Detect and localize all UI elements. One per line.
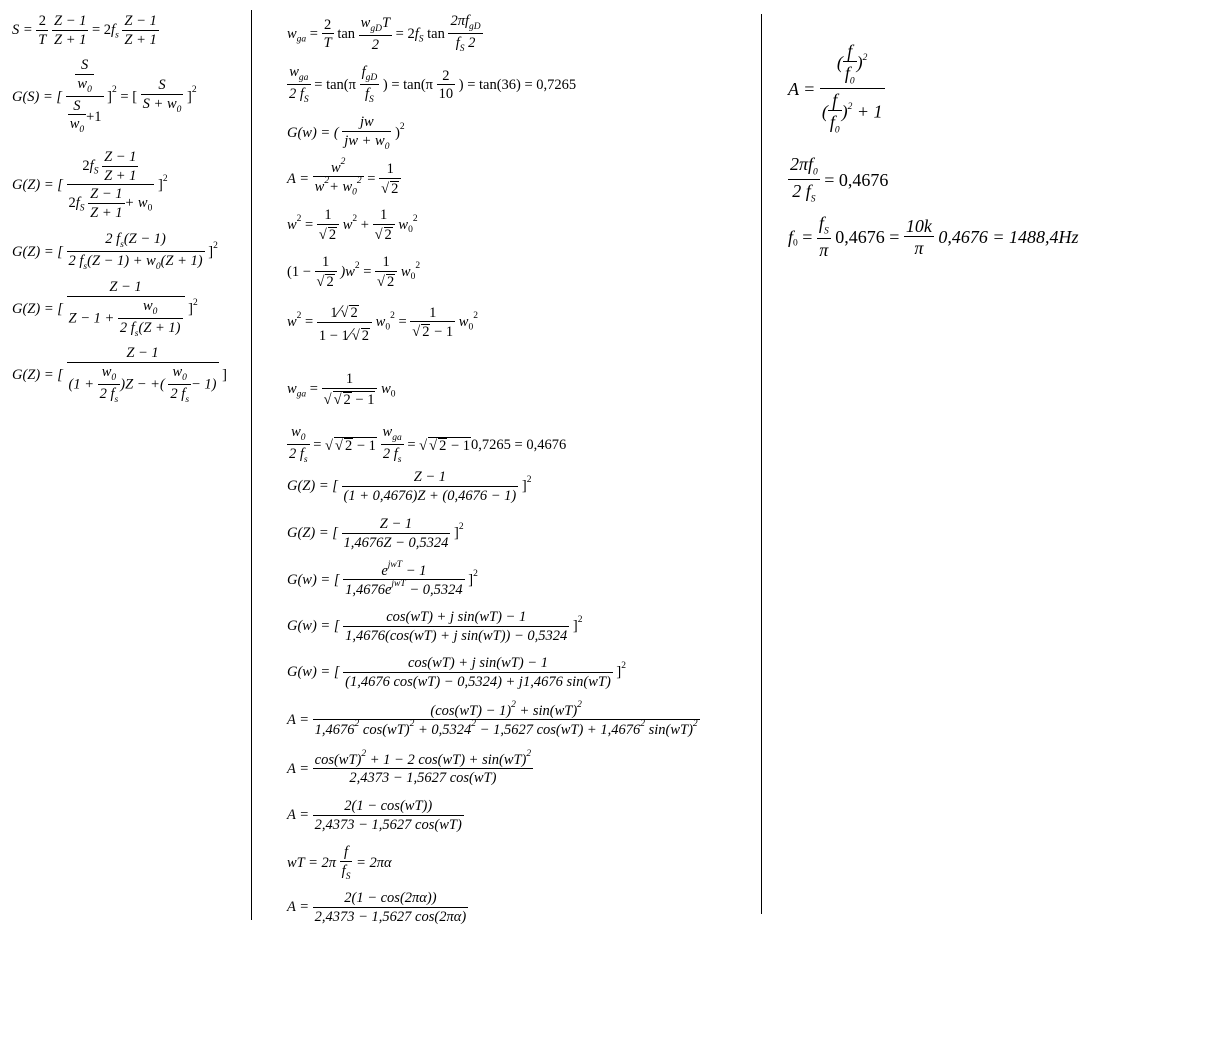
column-divider-left	[251, 10, 252, 920]
equation-amplitude-ratio: A = ( $\frac{f}{f_0}$ )$^2$ ( $\frac{f}{f_0}$ )$^2$ + 1	[788, 41, 883, 136]
equation-g-of-z-numeric: G(Z) = [ $\frac{Z - 1}{(1 + 0,4676)Z + (0,4676 - 1)}$ ]$^2$	[287, 469, 532, 504]
equation-w-squared-factored: (1 − $\frac{1}{√ 2}$ )$w^2$ = $\frac{1}{√ 2}$ $w_0^2$	[287, 254, 421, 290]
equation-g-of-z-final: G(Z) = [ Z − 1 (1 + $\frac{w_0}{2 f_s}$ )Z − +( $\frac{w_0}{2 f_s}$ − 1) ]	[12, 345, 227, 405]
equation-g-of-w: G(w) = ( $\frac{jw}{jw + w_0}$ )$^2$	[287, 114, 405, 152]
equation-g-of-w-separated: G(w) = [ $\frac{\text{cos(wT) + j sin(wT) − 1}}{(1,4676 \cos(wT) - 0,5324) + j1,4676 \sin(wT)}$ ]$^2$	[287, 655, 626, 690]
equation-amplitude-combined: A = $\frac{\cos(wT)^2 + 1 - 2 \cos(wT) + \sin(wT)^2}{2,4373 - 1,5627 \cos(wT)}$	[287, 749, 532, 787]
equation-amplitude-simplified: A = $\frac{2(1 - \cos(wT))}{2,4373 - 1,5627 \cos(wT)}$	[287, 798, 462, 833]
equation-amplitude-alpha: A = $\frac{2(1 - \cos(2\pi\alpha))}{2,4373 - 1,5627 \cos(2\pi\alpha)}$	[287, 890, 467, 925]
equation-prewarp-frequency: $w_{ga}$ = $\frac{2}{T}$ tan $\frac{w_{gD}T}{2}$ = $2f_S$ tan $\frac{2\pi f_{gD}}{f_S 2}$	[287, 13, 481, 55]
equation-g-of-z-expanded: G(Z) = [ $\frac{2 f_s(Z - 1)}{2 f_s(Z - 1) + w_0(Z + 1)}$ ]$^2$	[12, 231, 218, 273]
equation-w-squared: $w^2$ = $\frac{1}{√ 2}$ $w^2$ + $\frac{1}{√ 2}$ $w_0^2$	[287, 207, 418, 243]
column-divider-right	[761, 14, 762, 914]
equation-w-squared-solved: $w^2$ = $\frac{1∕√ 2}{1 - 1∕√ 2}$ $w_0^2$ = $\frac{1}{√ 2 - 1}$ $w_0^2$	[287, 301, 478, 344]
equation-wga: $w_{ga}$ = $\frac{1}{√ √ 2 - 1}$ $w_0$	[287, 371, 396, 408]
equation-cutoff-frequency: $f_0$ = $\frac{f_S}{\pi}$ 0,4676 = $\frac{10k}{\pi}$ 0,4676 = 1488,4Hz	[788, 213, 1079, 261]
equation-2pif0-ratio: $\frac{2\pi f_0}{2 f_S}$ = 0,4676	[790, 154, 889, 205]
equation-g-of-s: G(S) = [ $\frac{S}{w_0}$ $\frac{S}{w_0}$ +1 ]$^2$ = [ $\frac{S}{S + w_0}$ ]$^2$	[12, 57, 197, 136]
equation-g-of-w-exponential: G(w) = [ $\frac{e^{jwT} - 1}{1,4676e^{jwT} - 0,5324}$ ]$^2$	[287, 560, 478, 599]
equation-wt-alpha: wT = 2π $\frac{f}{f_S}$ = 2πα	[287, 844, 392, 882]
equation-bilinear-s: S = $\frac{2}{T}$ $\frac{Z - 1}{Z + 1}$ = $2f_s$ $\frac{Z - 1}{Z + 1}$	[12, 13, 157, 48]
equation-g-of-z-simplified: G(Z) = [ $\frac{Z - 1}{1,4676Z - 0,5324}$ ]$^2$	[287, 516, 464, 551]
equation-tan-value: $\frac{w_{ga}}{2 f_S}$ = tan(π $\frac{f_{gD}}{f_S}$ ) = tan(π $\frac{2}{10}$ ) = tan(36) = 0,7265	[289, 64, 577, 106]
equation-g-of-z-normalized: G(Z) = [ Z − 1 Z − 1 + $\frac{w_0}{2 f_s(Z + 1)}$ ]$^2$	[12, 279, 198, 339]
equation-amplitude-expanded: A = $(\cos(wT) - 1)^2 + \sin(wT)^2$ 1,4676$^2$ $\cos(wT)^2 + 0,5324^2 - 1,5627$ $\cos(wT) + 1,4676^2$ sin(wT)$^2$	[287, 700, 698, 739]
equation-g-of-w-trig: G(w) = [ $\frac{\text{cos(wT) + j sin(wT) − 1}}{\text{1,4676(cos(wT) + j sin(wT)) − 0,5324}}$ ]$^2$	[287, 609, 583, 644]
equation-g-of-z-substituted: G(Z) = [ $2f_S$ $\frac{Z - 1}{Z + 1}$ $2f_S$ $\frac{Z - 1}{Z + 1}$ + $w_0$ ]$^2$	[12, 149, 168, 221]
equation-amplitude-half-power: A = $\frac{w^2}{w^2+ w_0^2}$ = $\frac{1}{√ 2}$	[287, 160, 401, 199]
equation-w0-over-2fs: $\frac{w_0}{2 f_s}$ = √ √ 2 − 1 $\frac{w_{ga}}{2 f_s}$ = √ √ 2 − 10,7265 = 0,4676	[289, 424, 567, 466]
